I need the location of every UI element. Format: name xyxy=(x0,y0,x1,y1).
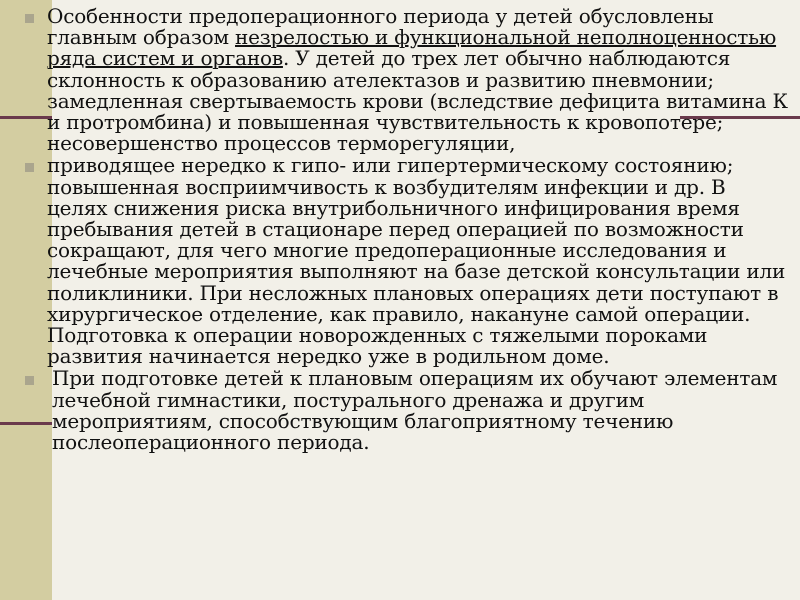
paragraph-text-start: Особенности предоперационного периода у детей обусловлены главным образом xyxy=(47,4,714,50)
paragraph-preparation xyxy=(22,368,790,453)
paragraph-text: приводящее нередко к гипо- или гипертермическому состоянию; повышенная восприимчивость к возбудителям инфекции и др. В целях снижения риска внутрибольничного инфицирования время пребывания детей в стационаре перед операцией по возможности сокращают, для чего многие предоперационные исследования и лечебные мероприятия выполняют на базе детской консультации или поликлиники. При несложных плановых операциях дети поступают в хирургическое отделение, как правило, накануне самой операции. Подготовка к операции новорожденных с тяжелыми пороками развития начинается нередко уже в родильном доме. xyxy=(47,153,786,369)
square-bullet-icon xyxy=(25,376,34,385)
paragraph-infection-risk xyxy=(22,155,790,367)
slide-body xyxy=(22,6,790,454)
paragraph-text-end: . У детей до трех лет обычно наблюдаются склонность к образованию ателектазов и развитию пневмонии; замедленная свертываемость крови (вследствие дефицита витамина К и протромбина) и повышенная чувствительность к кровопотере; несовершенство процессов терморегуляции, xyxy=(47,46,788,156)
paragraph-preoperative-features xyxy=(22,6,790,154)
square-bullet-icon xyxy=(25,163,34,172)
square-bullet-icon xyxy=(25,14,34,23)
paragraph-text-underlined: незрелостью и функциональной неполноценностью ряда систем и органов xyxy=(47,25,777,71)
paragraph-text: При подготовке детей к плановым операциям их обучают элементам лечебной гимнастики, постурального дренажа и другим мероприятиям, способствующим благоприятному течению послеоперационного периода. xyxy=(52,366,778,455)
